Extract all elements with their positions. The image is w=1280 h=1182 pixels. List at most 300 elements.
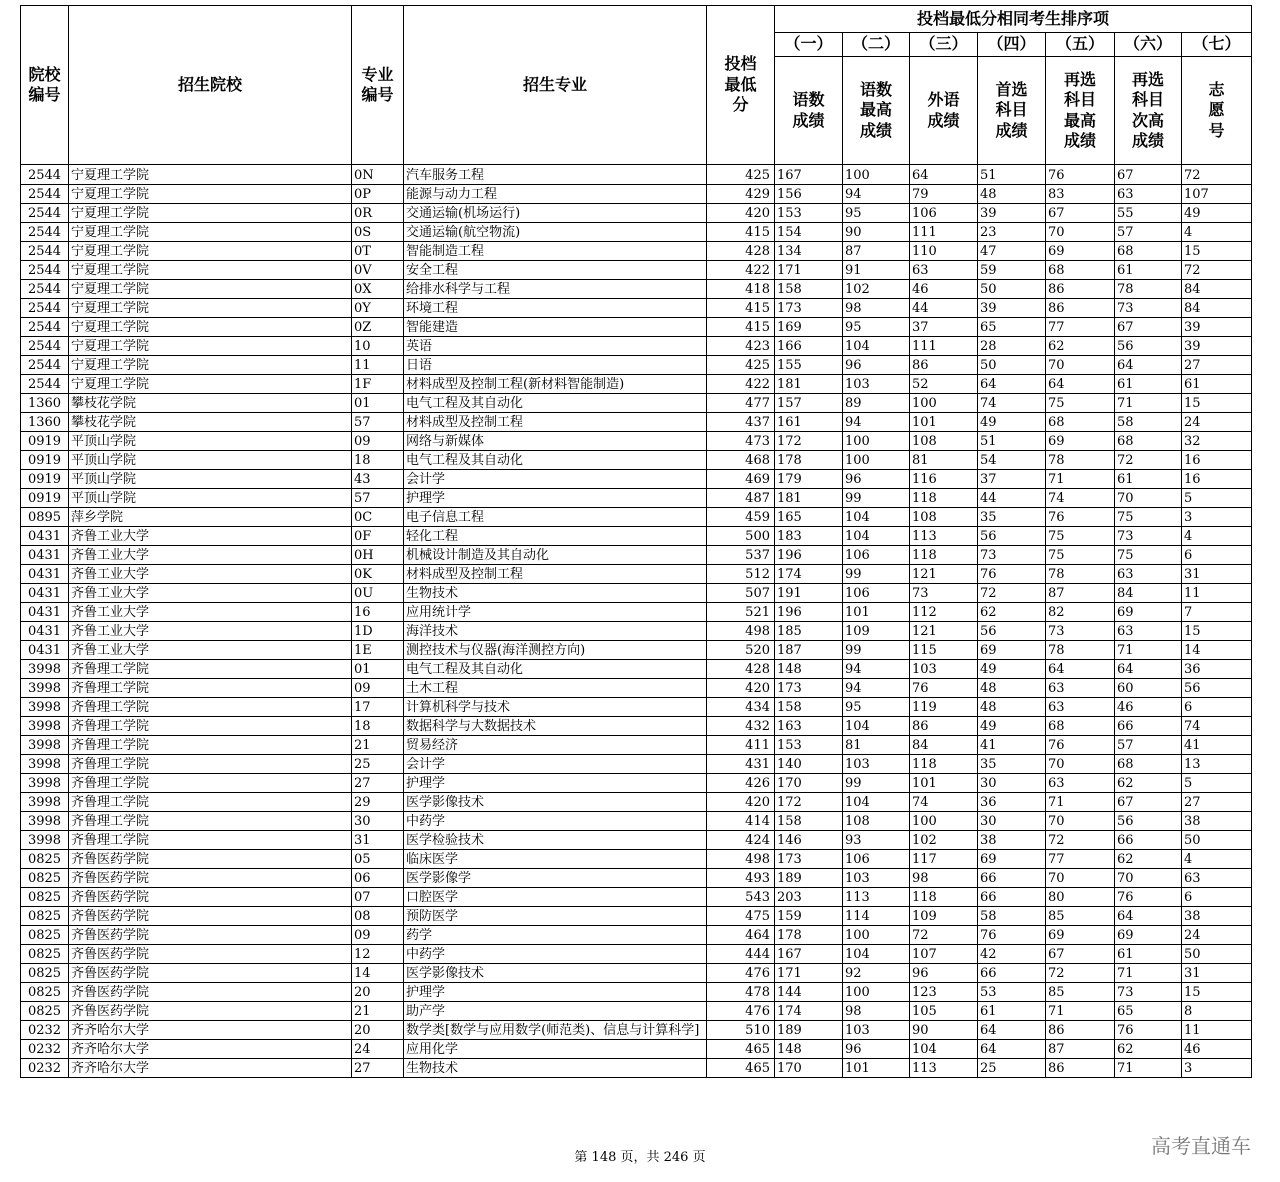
cell-major-name: 计算机科学与技术 [404,698,707,717]
cell-school-name: 齐鲁医药学院 [69,983,352,1002]
cell-major-name: 护理学 [404,774,707,793]
cell-min-score: 465 [707,1040,775,1059]
cell-score-7: 15 [1182,394,1252,413]
cell-score-4: 49 [978,660,1046,679]
cell-min-score: 476 [707,964,775,983]
cell-score-4: 64 [978,375,1046,394]
cell-score-4: 64 [978,1021,1046,1040]
cell-school-name: 齐鲁理工学院 [69,812,352,831]
cell-score-1: 167 [775,945,843,964]
cell-score-7: 36 [1182,660,1252,679]
cell-score-2: 104 [843,793,910,812]
cell-min-score: 500 [707,527,775,546]
cell-score-5: 75 [1046,527,1115,546]
cell-score-7: 41 [1182,736,1252,755]
cell-score-7: 14 [1182,641,1252,660]
cell-score-7: 4 [1182,850,1252,869]
cell-score-5: 87 [1046,1040,1115,1059]
cell-score-5: 62 [1046,337,1115,356]
cell-score-3: 37 [910,318,978,337]
cell-score-5: 83 [1046,185,1115,204]
cell-score-1: 181 [775,375,843,394]
cell-score-4: 49 [978,413,1046,432]
cell-score-2: 87 [843,242,910,261]
cell-score-6: 65 [1115,1002,1182,1021]
cell-score-1: 167 [775,165,843,185]
cell-major-name: 药学 [404,926,707,945]
cell-score-3: 84 [910,736,978,755]
cell-score-5: 75 [1046,546,1115,565]
header-major-code: 专业 编号 [352,6,404,165]
cell-school-code: 2544 [21,165,69,185]
cell-school-name: 齐齐哈尔大学 [69,1021,352,1040]
cell-min-score: 422 [707,375,775,394]
cell-score-6: 62 [1115,774,1182,793]
cell-score-3: 101 [910,774,978,793]
cell-score-2: 99 [843,641,910,660]
cell-score-2: 103 [843,755,910,774]
cell-major-code: 0R [352,204,404,223]
cell-school-name: 齐鲁理工学院 [69,774,352,793]
cell-min-score: 424 [707,831,775,850]
cell-score-3: 112 [910,603,978,622]
cell-score-3: 108 [910,508,978,527]
table-row [21,1002,1252,1021]
cell-score-6: 57 [1115,223,1182,242]
cell-score-5: 72 [1046,831,1115,850]
cell-major-code: 08 [352,907,404,926]
cell-score-5: 85 [1046,983,1115,1002]
table-row [21,280,1252,299]
cell-min-score: 493 [707,869,775,888]
cell-score-5: 80 [1046,888,1115,907]
cell-score-6: 63 [1115,185,1182,204]
cell-major-name: 环境工程 [404,299,707,318]
cell-score-2: 92 [843,964,910,983]
cell-score-3: 79 [910,185,978,204]
cell-score-3: 121 [910,565,978,584]
cell-school-code: 3998 [21,793,69,812]
cell-major-code: 57 [352,489,404,508]
cell-school-code: 3998 [21,679,69,698]
cell-score-4: 76 [978,565,1046,584]
cell-score-1: 161 [775,413,843,432]
cell-score-6: 71 [1115,641,1182,660]
cell-score-6: 73 [1115,527,1182,546]
cell-major-name: 护理学 [404,983,707,1002]
cell-major-code: 43 [352,470,404,489]
cell-score-3: 100 [910,812,978,831]
cell-score-4: 49 [978,717,1046,736]
cell-major-code: 0S [352,223,404,242]
cell-school-name: 宁夏理工学院 [69,337,352,356]
cell-score-7: 4 [1182,223,1252,242]
cell-score-1: 173 [775,679,843,698]
cell-school-name: 齐鲁医药学院 [69,888,352,907]
cell-school-name: 齐齐哈尔大学 [69,1040,352,1059]
cell-score-4: 44 [978,489,1046,508]
cell-score-5: 72 [1046,964,1115,983]
cell-score-4: 30 [978,812,1046,831]
cell-score-7: 11 [1182,1021,1252,1040]
cell-score-1: 170 [775,774,843,793]
cell-score-4: 58 [978,907,1046,926]
cell-major-name: 轻化工程 [404,527,707,546]
cell-score-1: 181 [775,489,843,508]
cell-score-3: 111 [910,337,978,356]
cell-major-code: 14 [352,964,404,983]
cell-score-7: 27 [1182,356,1252,375]
cell-score-3: 74 [910,793,978,812]
cell-major-code: 0K [352,565,404,584]
cell-score-5: 63 [1046,679,1115,698]
cell-score-6: 67 [1115,165,1182,185]
cell-score-6: 64 [1115,907,1182,926]
cell-score-2: 98 [843,1002,910,1021]
cell-major-name: 应用化学 [404,1040,707,1059]
cell-score-7: 11 [1182,584,1252,603]
cell-score-7: 6 [1182,888,1252,907]
cell-score-5: 71 [1046,470,1115,489]
cell-score-6: 58 [1115,413,1182,432]
cell-major-code: 01 [352,660,404,679]
cell-score-3: 103 [910,660,978,679]
cell-score-1: 172 [775,793,843,812]
cell-score-4: 36 [978,793,1046,812]
table-row [21,774,1252,793]
cell-score-7: 4 [1182,527,1252,546]
cell-major-name: 贸易经济 [404,736,707,755]
table-row [21,318,1252,337]
cell-major-code: 27 [352,1059,404,1078]
cell-school-code: 0431 [21,603,69,622]
cell-score-2: 99 [843,489,910,508]
cell-major-code: 09 [352,432,404,451]
cell-score-7: 84 [1182,280,1252,299]
cell-min-score: 425 [707,165,775,185]
cell-school-name: 齐鲁工业大学 [69,565,352,584]
header-sub-1: 语数 成绩 [775,57,843,165]
cell-major-name: 生物技术 [404,584,707,603]
cell-score-7: 31 [1182,964,1252,983]
cell-score-3: 72 [910,926,978,945]
cell-score-5: 76 [1046,736,1115,755]
cell-school-code: 1360 [21,394,69,413]
cell-score-3: 98 [910,869,978,888]
cell-major-name: 网络与新媒体 [404,432,707,451]
cell-score-4: 51 [978,432,1046,451]
cell-score-3: 107 [910,945,978,964]
cell-major-code: 24 [352,1040,404,1059]
cell-school-code: 0232 [21,1021,69,1040]
cell-score-3: 113 [910,527,978,546]
cell-score-1: 154 [775,223,843,242]
cell-major-code: 0Y [352,299,404,318]
header-tiebreak-title: 投档最低分相同考生排序项 [775,6,1252,33]
cell-score-7: 3 [1182,1059,1252,1078]
cell-school-name: 齐鲁工业大学 [69,527,352,546]
table-row [21,698,1252,717]
cell-school-name: 齐鲁工业大学 [69,584,352,603]
cell-major-code: 1F [352,375,404,394]
cell-score-4: 53 [978,983,1046,1002]
cell-school-code: 0431 [21,527,69,546]
cell-score-1: 189 [775,869,843,888]
table-row [21,584,1252,603]
cell-school-name: 平顶山学院 [69,432,352,451]
cell-score-4: 50 [978,280,1046,299]
header-sub-6: 再选 科目 次高 成绩 [1115,57,1182,165]
cell-score-1: 158 [775,698,843,717]
table-row [21,375,1252,394]
cell-score-3: 64 [910,165,978,185]
cell-score-2: 95 [843,204,910,223]
cell-school-code: 0232 [21,1059,69,1078]
cell-score-5: 77 [1046,850,1115,869]
cell-school-name: 齐鲁工业大学 [69,546,352,565]
cell-score-3: 121 [910,622,978,641]
cell-school-name: 齐鲁理工学院 [69,793,352,812]
cell-school-name: 宁夏理工学院 [69,356,352,375]
cell-score-7: 38 [1182,812,1252,831]
cell-score-2: 94 [843,679,910,698]
cell-score-7: 50 [1182,831,1252,850]
cell-score-6: 68 [1115,242,1182,261]
cell-min-score: 418 [707,280,775,299]
cell-score-1: 178 [775,451,843,470]
cell-score-4: 35 [978,508,1046,527]
table-row [21,261,1252,280]
cell-score-6: 46 [1115,698,1182,717]
cell-score-6: 75 [1115,546,1182,565]
cell-min-score: 510 [707,1021,775,1040]
cell-score-2: 104 [843,717,910,736]
table-row [21,907,1252,926]
cell-major-name: 助产学 [404,1002,707,1021]
cell-score-2: 94 [843,660,910,679]
cell-score-4: 47 [978,242,1046,261]
cell-major-code: 57 [352,413,404,432]
cell-score-7: 107 [1182,185,1252,204]
cell-major-name: 数据科学与大数据技术 [404,717,707,736]
table-row [21,888,1252,907]
cell-score-7: 5 [1182,774,1252,793]
cell-score-7: 56 [1182,679,1252,698]
cell-score-2: 100 [843,432,910,451]
cell-score-7: 50 [1182,945,1252,964]
cell-major-name: 护理学 [404,489,707,508]
cell-major-code: 0U [352,584,404,603]
cell-major-name: 交通运输(航空物流) [404,223,707,242]
cell-score-1: 170 [775,1059,843,1078]
cell-score-2: 106 [843,546,910,565]
cell-score-1: 153 [775,736,843,755]
cell-min-score: 415 [707,223,775,242]
table-row [21,299,1252,318]
table-row [21,1021,1252,1040]
cell-major-name: 电气工程及其自动化 [404,451,707,470]
table-row [21,926,1252,945]
cell-score-7: 6 [1182,698,1252,717]
header-roman-1: （一） [775,33,843,57]
cell-major-name: 汽车服务工程 [404,165,707,185]
cell-min-score: 459 [707,508,775,527]
cell-min-score: 498 [707,850,775,869]
cell-school-code: 0825 [21,850,69,869]
table-row [21,356,1252,375]
cell-major-name: 电子信息工程 [404,508,707,527]
cell-score-4: 65 [978,318,1046,337]
cell-major-code: 01 [352,394,404,413]
cell-score-5: 85 [1046,907,1115,926]
cell-score-2: 96 [843,1040,910,1059]
cell-score-6: 55 [1115,204,1182,223]
cell-score-7: 5 [1182,489,1252,508]
cell-score-7: 72 [1182,261,1252,280]
header-roman-2: （二） [843,33,910,57]
cell-major-name: 口腔医学 [404,888,707,907]
cell-score-2: 103 [843,375,910,394]
cell-school-name: 齐鲁理工学院 [69,698,352,717]
cell-score-4: 39 [978,204,1046,223]
cell-major-name: 智能制造工程 [404,242,707,261]
cell-min-score: 507 [707,584,775,603]
cell-score-1: 171 [775,261,843,280]
cell-score-3: 110 [910,242,978,261]
table-row [21,1059,1252,1078]
cell-min-score: 428 [707,660,775,679]
cell-score-4: 76 [978,926,1046,945]
cell-score-2: 104 [843,945,910,964]
header-roman-4: （四） [978,33,1046,57]
cell-score-2: 89 [843,394,910,413]
cell-school-code: 2544 [21,299,69,318]
cell-school-code: 0431 [21,641,69,660]
cell-score-7: 16 [1182,470,1252,489]
cell-score-7: 15 [1182,983,1252,1002]
cell-school-code: 0431 [21,546,69,565]
cell-score-4: 64 [978,1040,1046,1059]
cell-score-6: 76 [1115,1021,1182,1040]
cell-major-name: 材料成型及控制工程(新材料智能制造) [404,375,707,394]
cell-min-score: 465 [707,1059,775,1078]
cell-school-code: 0825 [21,964,69,983]
cell-major-code: 05 [352,850,404,869]
cell-score-1: 171 [775,964,843,983]
cell-score-5: 71 [1046,1002,1115,1021]
cell-min-score: 487 [707,489,775,508]
cell-score-5: 69 [1046,926,1115,945]
cell-school-name: 齐鲁理工学院 [69,755,352,774]
cell-score-6: 75 [1115,508,1182,527]
cell-score-4: 66 [978,964,1046,983]
cell-school-code: 0825 [21,888,69,907]
cell-score-5: 67 [1046,945,1115,964]
cell-score-6: 71 [1115,964,1182,983]
cell-score-6: 66 [1115,717,1182,736]
cell-major-code: 0N [352,165,404,185]
cell-min-score: 473 [707,432,775,451]
table-row [21,850,1252,869]
cell-school-name: 宁夏理工学院 [69,223,352,242]
cell-score-3: 73 [910,584,978,603]
cell-min-score: 444 [707,945,775,964]
cell-school-name: 齐鲁医药学院 [69,964,352,983]
cell-score-3: 90 [910,1021,978,1040]
cell-score-3: 100 [910,394,978,413]
cell-major-code: 07 [352,888,404,907]
cell-min-score: 426 [707,774,775,793]
cell-score-6: 69 [1115,926,1182,945]
cell-school-code: 0919 [21,470,69,489]
table-row [21,489,1252,508]
cell-score-3: 118 [910,888,978,907]
cell-score-5: 73 [1046,622,1115,641]
cell-school-name: 宁夏理工学院 [69,375,352,394]
cell-score-4: 39 [978,299,1046,318]
cell-score-6: 71 [1115,394,1182,413]
cell-score-3: 118 [910,546,978,565]
table-row [21,204,1252,223]
cell-major-name: 电气工程及其自动化 [404,660,707,679]
cell-score-3: 101 [910,413,978,432]
cell-score-2: 103 [843,1021,910,1040]
cell-score-4: 50 [978,356,1046,375]
cell-score-2: 81 [843,736,910,755]
cell-score-4: 69 [978,641,1046,660]
cell-min-score: 429 [707,185,775,204]
cell-min-score: 415 [707,299,775,318]
cell-score-2: 101 [843,1059,910,1078]
cell-min-score: 432 [707,717,775,736]
cell-score-4: 72 [978,584,1046,603]
cell-score-6: 72 [1115,451,1182,470]
cell-score-7: 16 [1182,451,1252,470]
cell-major-name: 材料成型及控制工程 [404,565,707,584]
cell-score-6: 61 [1115,470,1182,489]
cell-score-2: 108 [843,812,910,831]
cell-score-3: 63 [910,261,978,280]
cell-score-3: 117 [910,850,978,869]
cell-score-7: 7 [1182,603,1252,622]
cell-score-1: 174 [775,1002,843,1021]
cell-school-name: 齐鲁医药学院 [69,945,352,964]
cell-school-name: 萍乡学院 [69,508,352,527]
cell-score-4: 37 [978,470,1046,489]
cell-score-2: 90 [843,223,910,242]
cell-score-4: 48 [978,679,1046,698]
header-sub-4: 首选 科目 成绩 [978,57,1046,165]
cell-score-2: 96 [843,470,910,489]
table-row [21,223,1252,242]
cell-min-score: 475 [707,907,775,926]
cell-score-4: 56 [978,622,1046,641]
cell-score-3: 118 [910,755,978,774]
cell-school-code: 0431 [21,584,69,603]
cell-score-5: 63 [1046,698,1115,717]
cell-score-3: 115 [910,641,978,660]
cell-score-2: 94 [843,413,910,432]
cell-score-2: 94 [843,185,910,204]
cell-score-7: 84 [1182,299,1252,318]
cell-min-score: 469 [707,470,775,489]
cell-score-6: 64 [1115,660,1182,679]
cell-score-5: 78 [1046,641,1115,660]
cell-score-1: 196 [775,603,843,622]
cell-min-score: 420 [707,793,775,812]
cell-major-name: 医学影像技术 [404,964,707,983]
cell-score-5: 70 [1046,356,1115,375]
